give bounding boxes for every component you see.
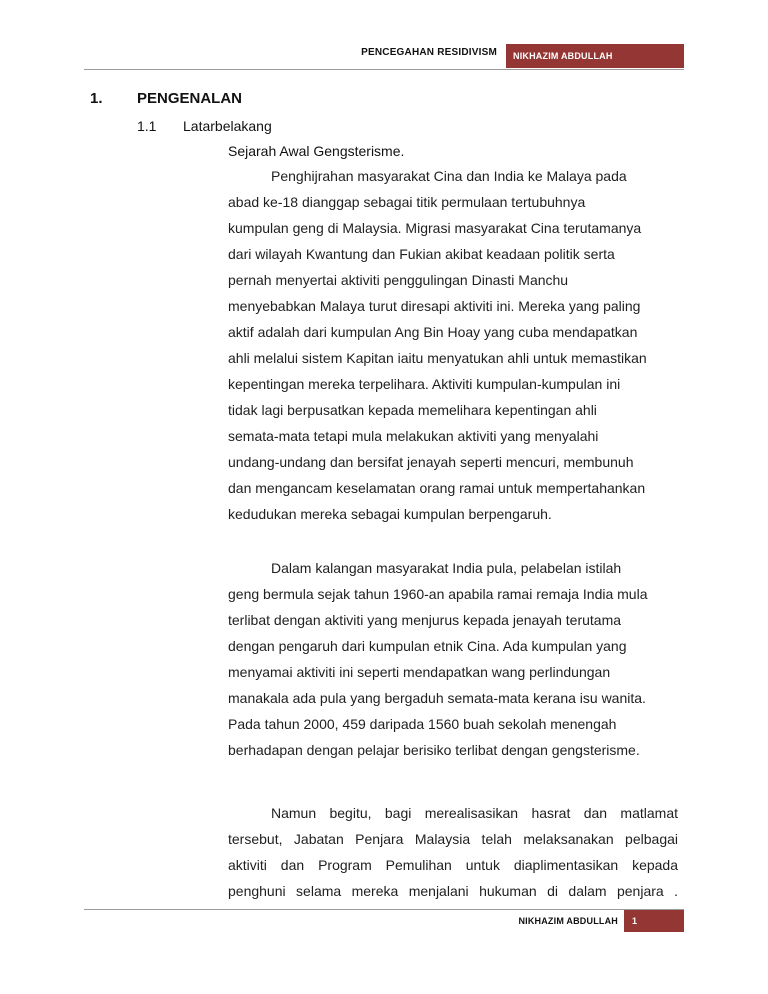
text-line: penghuni selama mereka menjalani hukuman di dalam penjara .	[228, 883, 678, 899]
text-line: tidak lagi berpusatkan kepada memelihara kepentingan ahli	[228, 402, 597, 418]
text-line: ahli melalui sistem Kapitan iaitu menyatukan ahli untuk memastikan	[228, 350, 647, 366]
text-line: kumpulan geng di Malaysia. Migrasi masyarakat Cina terutamanya	[228, 220, 642, 236]
section-title: PENGENALAN	[137, 90, 243, 107]
text-line: Dalam kalangan masyarakat India pula, pelabelan istilah	[271, 560, 622, 576]
text-line: aktiviti dan Program Pemulihan untuk diaplimentasikan kepada	[228, 857, 678, 873]
subsection-title: Latarbelakang	[183, 118, 272, 134]
text-line: aktif adalah dari kumpulan Ang Bin Hoay yang cuba mendapatkan	[228, 324, 638, 340]
footer-author: NIKHAZIM ABDULLAH	[518, 916, 618, 926]
text-line: berhadapan dengan pelajar berisiko terlibat dengan gengsterisme.	[228, 742, 640, 758]
text-line: undang-undang dan bersifat jenayah seperti mencuri, membunuh	[228, 454, 634, 470]
text-line: Pada tahun 2000, 459 daripada 1560 buah sekolah menengah	[228, 716, 617, 732]
header-title: PENCEGAHAN RESIDIVISM	[361, 47, 497, 58]
text-line: geng bermula sejak tahun 1960-an apabila ramai remaja India mula	[228, 586, 648, 602]
subsection-number: 1.1	[137, 118, 157, 134]
header-rule	[84, 69, 684, 70]
text-line: menyebabkan Malaya turut diresapi aktiviti ini. Mereka yang paling	[228, 298, 641, 314]
header-author: NIKHAZIM ABDULLAH	[513, 51, 613, 61]
subheading: Sejarah Awal Gengsterisme.	[228, 143, 405, 159]
text-line: Penghijrahan masyarakat Cina dan India ke Malaya pada	[271, 168, 627, 184]
text-line: dari wilayah Kwantung dan Fukian akibat keadaan politik serta	[228, 246, 615, 262]
text-line: dan mengancam keselamatan orang ramai untuk mempertahankan	[228, 480, 646, 496]
text-line: terlibat dengan aktiviti yang menjurus kepada jenayah terutama	[228, 612, 622, 628]
text-line: menyamai aktiviti ini seperti mendapatkan wang perlindungan	[228, 664, 611, 680]
text-line: manakala ada pula yang bergaduh semata-mata kerana isu wanita.	[228, 690, 646, 706]
text-line: abad ke-18 dianggap sebagai titik permulaan tertubuhnya	[228, 194, 586, 210]
text-line: pernah menyertai aktiviti penggulingan Dinasti Manchu	[228, 272, 569, 288]
page-number: 1	[632, 916, 638, 926]
text-line: kedudukan mereka sebagai kumpulan berpengaruh.	[228, 506, 552, 522]
text-line: tersebut, Jabatan Penjara Malaysia telah melaksanakan pelbagai	[228, 831, 678, 847]
footer-rule	[84, 909, 684, 910]
text-line: kepentingan mereka terpelihara. Aktiviti kumpulan-kumpulan ini	[228, 376, 621, 392]
text-line: Namun begitu, bagi merealisasikan hasrat dan matlamat	[271, 805, 678, 821]
section-number: 1.	[90, 90, 103, 107]
text-line: semata-mata tetapi mula melakukan aktiviti yang menyalahi	[228, 428, 599, 444]
text-line: dengan pengaruh dari kumpulan etnik Cina. Ada kumpulan yang	[228, 638, 627, 654]
